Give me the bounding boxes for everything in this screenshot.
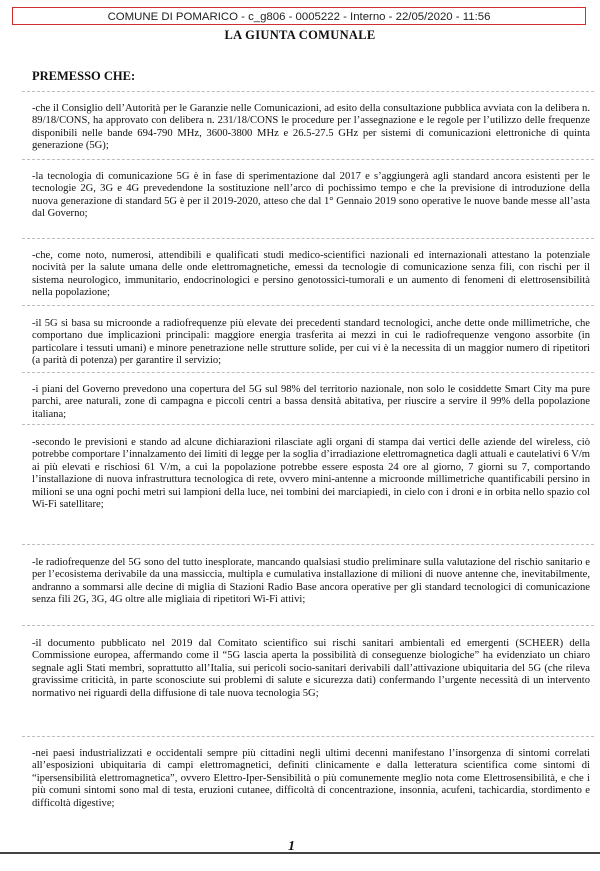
separator xyxy=(22,238,594,239)
separator xyxy=(22,544,594,545)
section-heading: PREMESSO CHE: xyxy=(32,69,136,83)
paragraph-5: -i piani del Governo prevedono una copertura del 5G sul 98% del territorio nazionale, non solo le cosiddette Smart City ma pure parchi, aree naturali, zone di campagna e piccoli centri a bassa densità abitativa, per riuscire a servire il 99% della popolazione italiana; xyxy=(32,384,590,420)
paragraph-6: -secondo le previsioni e stando ad alcune dichiarazioni rilasciate agli organi di stampa dai vertici delle aziende del wireless, ciò potrebbe comportare l’innalzamento dei limiti di legge per la soglia d’irradiazione elettromagnetica dagli attuali e cautelativi 6 V/m ai più elevati e rischiosi 61 V/m, a cui la popolazione potrebbe essere esposta 24 ore al giorno, 7 giorni su 7, comportando l’installazione di nuova infrastruttura tecnologica di rete, ovvero mini-antenne a microonde millimetriche quantificabili persino in milioni se una ogni pochi metri sui lampioni della luce, nei tombini dei marciapiedi, in cielo con i droni e in orbita nello spazio col Wi-Fi satellitare; xyxy=(32,437,590,511)
paragraph-1: -che il Consiglio dell’Autorità per le Garanzie nelle Comunicazioni, ad esito della consultazione pubblica avviata con la delibera n. 89/18/CONS, ha approvato con delibera n. 231/18/CONS le procedure per l’assegnazione e le regole per l’utilizzo delle frequenze disponibili nelle bande 694-790 MHz, 3600-3800 MHz e 26.5-27.5 GHz per sistemi di comunicazioni elettroniche di quinta generazione (5G); xyxy=(32,103,590,152)
paragraph-2: -la tecnologia di comunicazione 5G è in fase di sperimentazione dal 2017 e s’aggiungerà agli standard ancora esistenti per le tecnologie 2G, 3G e 4G prevedendone la sostituzione nell’arco di pochissimo tempo e che la previsione di introduzione della nuova generazione di standard 5G è per il 2019-2020, atteso che dal 1° Gennaio 2019 sono operative le nuove bande messe all’asta dal Governo; xyxy=(32,171,590,220)
paragraph-8: -il documento pubblicato nel 2019 dal Comitato scientifico sui rischi sanitari ambientali ed emergenti (SCHEER) della Commissione europea, affermando come il “5G lascia aperta la possibilità di conseguenze biologiche” ha evidenziato un chiaro segnale agli Stati membri, soprattutto all’Italia, sui pericoli socio-sanitari derivabili dall’attivazione ubiquitaria del 5G (che rileva gravissime criticità, in parte sconosciute sui problemi di salute e sicurezza dati) confermando l’urgente necessità di un intervento normativo nei riguardi della diffusione di tale nuova tecnologia 5G; xyxy=(32,638,590,699)
separator xyxy=(22,305,594,306)
page-title: LA GIUNTA COMUNALE xyxy=(224,28,376,42)
separator xyxy=(22,736,594,737)
separator xyxy=(22,625,594,626)
protocol-stamp: COMUNE DI POMARICO - c_g806 - 0005222 - Interno - 22/05/2020 - 11:56 xyxy=(12,7,586,25)
page-number: 1 xyxy=(288,839,295,854)
separator xyxy=(22,424,594,425)
footer-divider xyxy=(0,852,600,854)
separator xyxy=(22,159,594,160)
paragraph-9: -nei paesi industrializzati e occidentali sempre più cittadini negli ultimi decenni manifestano l’insorgenza di sintomi correlati all’esposizioni ubiquitaria di campi elettromagnetici, definiti clinicamente e dalla letteratura scientifica come sintomi di “ipersensibilità elettromagnetica”, ovvero Elettro-Iper-Sensibilità o più comunemente meglio nota come Elettrosensibilità, e che i più comuni sintomi sono mal di testa, eruzioni cutanee, difficoltà di concentrazione, insonnia, acufeni, tachicardia, stordimento e difficoltà digestive; xyxy=(32,748,590,809)
separator xyxy=(22,372,594,373)
paragraph-7: -le radiofrequenze del 5G sono del tutto inesplorate, mancando qualsiasi studio preliminare sulla valutazione del rischio sanitario e per l’ecosistema derivabile da una massiccia, multipla e cumulativa installazione di milioni di nuove antenne che, inevitabilmente, andranno a sommarsi alle decine di miglia di Stazioni Radio Base ancora operative per gli standard tecnologici di comunicazione senza fili 2G, 3G, 4G oltre alle migliaia di ripetitori Wi-Fi attivi; xyxy=(32,557,590,606)
paragraph-3: -che, come noto, numerosi, attendibili e qualificati studi medico-scientifici nazionali ed internazionali attestano la potenziale nocività per la salute umana delle onde elettromagnetiche, emessi da tecnologie di comunicazione senza fili, con rischi per il sistema neurologico, immunitario, endocrinologici e persino genotossici-tumorali e un aumento di fenomeni di elettrosensibilità nella popolazione; xyxy=(32,250,590,299)
paragraph-4: -il 5G si basa su microonde a radiofrequenze più elevate dei precedenti standard tecnologici, anche dette onde millimetriche, che comportano due implicazioni principali: maggiore energia trasferita ai mezzi in cui le radiofrequenze vengono assorbite (in particolare i tessuti umani) e minore penetrazione nelle strutture solide, per cui vi è la necessita di un maggior numero di ripetitori (a parità di potenza) per garantire il servizio; xyxy=(32,318,590,367)
separator xyxy=(22,91,594,92)
